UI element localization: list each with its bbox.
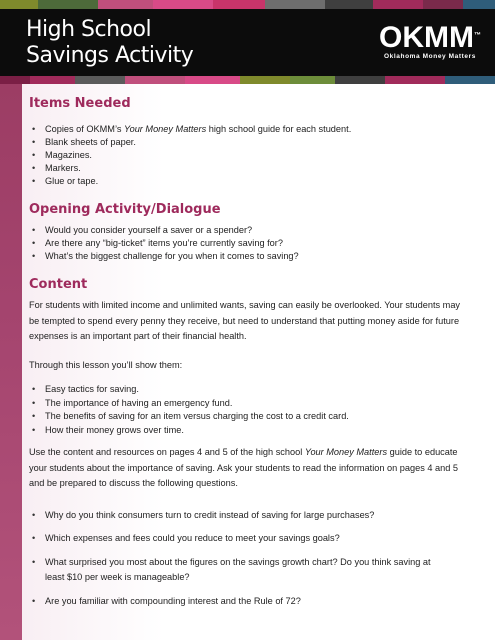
title-line-2: Savings Activity — [26, 43, 194, 68]
opening-activity-list — [29, 224, 299, 263]
bottom-color-stripe — [0, 76, 495, 84]
page-title — [26, 17, 193, 69]
list-item: • Blank sheets of paper. — [29, 136, 351, 149]
discussion-questions-list — [29, 509, 469, 608]
content-paragraph-2: Through this lesson you’ll show them: — [29, 360, 183, 370]
list-item: • Glue or tape. — [29, 175, 351, 188]
list-item: • Markers. — [29, 162, 351, 175]
content-heading: Content — [29, 277, 88, 292]
list-item: • Why do you think consumers turn to credit instead of saving for large purchases? — [29, 509, 469, 522]
list-item: • The importance of having an emergency fund. — [29, 397, 349, 411]
list-item: • Are you familiar with compounding interest and the Rule of 72? — [29, 595, 469, 608]
list-item: • Are there any “big-ticket” items you’re currently saving for? — [29, 237, 299, 250]
content-paragraph-1: For students with limited income and unlimited wants, saving can easily be overlooked. Your students may be tempted to spend every penny they receive, but need to understand that putting money aside for future expenses is an important part of their financial health. — [29, 300, 461, 341]
logo-tagline: Oklahoma Money Matters — [384, 53, 476, 60]
items-needed-heading: Items Needed — [29, 96, 131, 111]
opening-activity-heading: Opening Activity/Dialogue — [29, 202, 221, 217]
list-item: • How their money grows over time. — [29, 424, 349, 438]
list-item: • The benefits of saving for an item versus charging the cost to a credit card. — [29, 410, 349, 424]
list-item: • Magazines. — [29, 149, 351, 162]
header-banner — [0, 9, 495, 76]
list-item: • Copies of OKMM’s Your Money Matters high school guide for each student. — [29, 123, 351, 136]
logo-wordmark: OKMM™ — [379, 21, 481, 54]
list-item: • What’s the biggest challenge for you when it comes to saving? — [29, 250, 299, 263]
content-paragraph-3: Use the content and resources on pages 4 and 5 of the high school Your Money Matters guide to educate your students about the importance of saving. Ask your students to read the information on pages 4 and 5 and be prepared to discuss the following questions. — [29, 447, 459, 488]
list-item: • Would you consider yourself a saver or a spender? — [29, 224, 299, 237]
lesson-points-list — [29, 383, 349, 437]
okmm-logo — [379, 21, 481, 60]
left-sidebar-band — [0, 84, 22, 640]
top-color-stripe — [0, 0, 495, 9]
trademark-symbol: ™ — [474, 32, 481, 39]
list-item: • What surprised you most about the figures on the savings growth chart? Do you think saving at least $10 per week is manageable? — [29, 555, 450, 585]
items-needed-list — [29, 123, 351, 188]
list-item: • Easy tactics for saving. — [29, 383, 349, 397]
list-item: • Which expenses and fees could you reduce to meet your savings goals? — [29, 532, 469, 545]
title-line-1: High School — [26, 17, 152, 42]
